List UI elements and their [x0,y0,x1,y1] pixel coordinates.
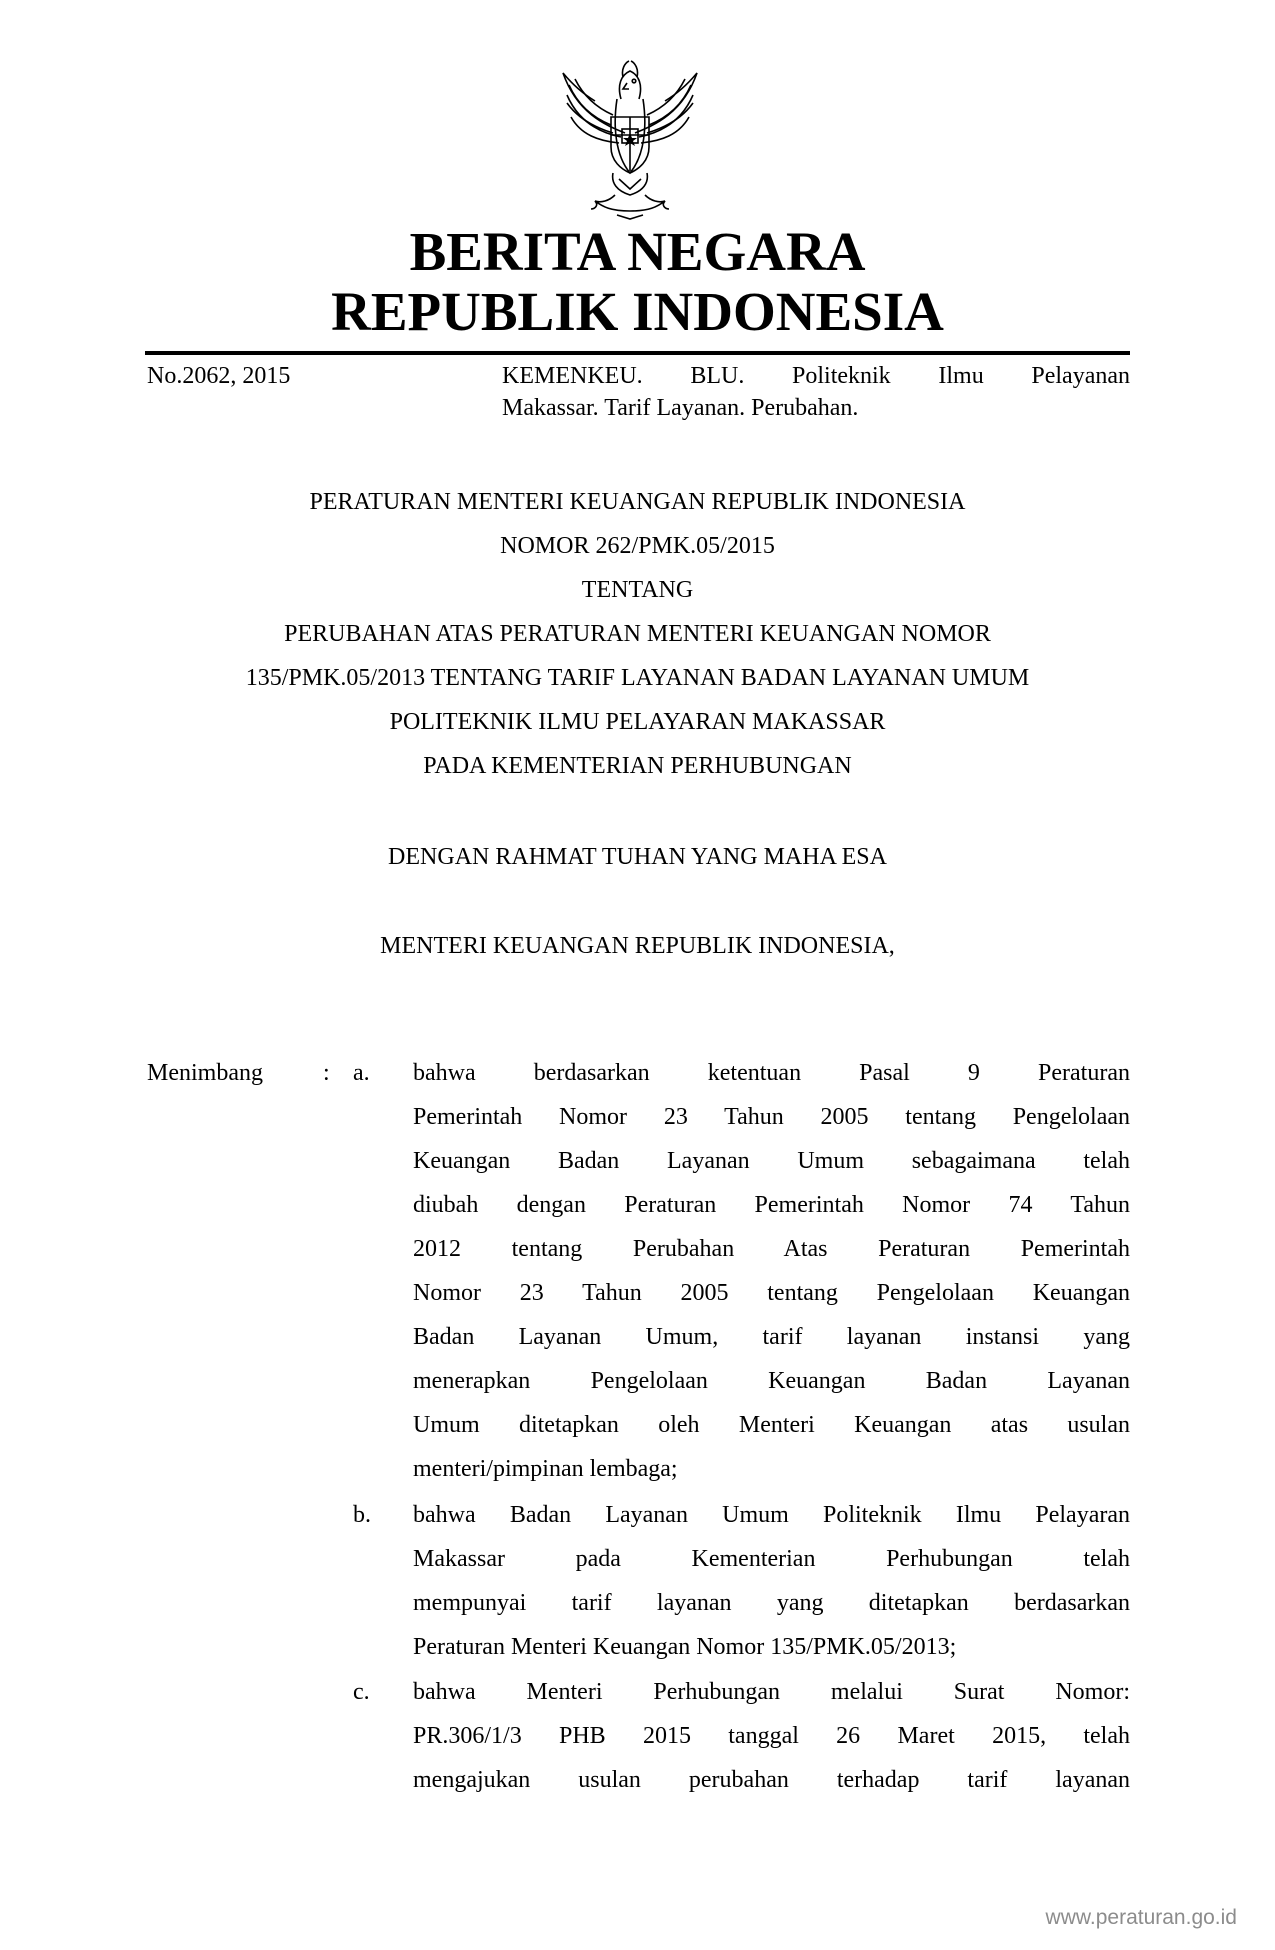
masthead-line-1: BERITA NEGARA [409,221,866,282]
menimbang-item-letter: b. [353,1502,371,1528]
text-line: diubah dengan Peraturan Pemerintah Nomor 74 Tahun [413,1192,1130,1218]
menimbang-item-a [413,1058,1130,1498]
issue-subject [502,360,1130,424]
text-line: 2012 tentang Perubahan Atas Peraturan Pemerintah [413,1236,1130,1262]
regulation-invocation: DENGAN RAHMAT TUHAN YANG MAHA ESA [388,844,887,870]
text-line: Keuangan Badan Layanan Umum sebagaimana telah [413,1148,1130,1174]
text-line: bahwa berdasarkan ketentuan Pasal 9 Peraturan [413,1060,1130,1086]
regulation-title: PERATURAN MENTERI KEUANGAN REPUBLIK INDONESIA [309,489,966,515]
menimbang-colon: : [323,1060,330,1086]
text-line: menerapkan Pengelolaan Keuangan Badan Layanan [413,1368,1130,1394]
text-line: Makassar pada Kementerian Perhubungan telah [413,1546,1130,1572]
regulation-about: TENTANG [581,577,694,603]
menimbang-item-letter: a. [353,1060,370,1086]
text-line: mempunyai tarif layanan yang ditetapkan berdasarkan [413,1590,1130,1616]
text-line: mengajukan usulan perubahan terhadap tarif layanan [413,1767,1130,1793]
text-line: menteri/pimpinan lembaga; [413,1456,678,1482]
text-line: Nomor 23 Tahun 2005 tentang Pengelolaan Keuangan [413,1280,1130,1306]
regulation-subject-line: PERUBAHAN ATAS PERATURAN MENTERI KEUANGAN NOMOR [284,621,991,647]
issue-subject-line-1: KEMENKEU. BLU. Politeknik Ilmu Pelayanan [502,363,1130,389]
menimbang-item-b [413,1500,1130,1676]
regulation-subject-line: 135/PMK.05/2013 TENTANG TARIF LAYANAN BADAN LAYANAN UMUM [245,665,1030,691]
text-line: Umum ditetapkan oleh Menteri Keuangan atas usulan [413,1412,1130,1438]
watermark-link[interactable]: www.peraturan.go.id [1045,1906,1237,1929]
issue-number: No.2062, 2015 [147,363,291,389]
menimbang-item-c [413,1677,1130,1809]
regulation-subject-line: PADA KEMENTERIAN PERHUBUNGAN [423,753,852,779]
text-line: Peraturan Menteri Keuangan Nomor 135/PMK.05/2013; [413,1634,957,1660]
regulation-subject-line: POLITEKNIK ILMU PELAYARAN MAKASSAR [389,709,886,735]
regulation-authority: MENTERI KEUANGAN REPUBLIK INDONESIA, [380,933,895,959]
menimbang-item-letter: c. [353,1679,370,1705]
text-line: bahwa Badan Layanan Umum Politeknik Ilmu Pelayaran [413,1502,1130,1528]
masthead-line-2: REPUBLIK INDONESIA [331,281,944,342]
menimbang-label: Menimbang [147,1060,263,1086]
text-line: Pemerintah Nomor 23 Tahun 2005 tentang Pengelolaan [413,1104,1130,1130]
regulation-number: NOMOR 262/PMK.05/2015 [500,533,775,559]
text-line: PR.306/1/3 PHB 2015 tanggal 26 Maret 2015, telah [413,1723,1130,1749]
text-line: bahwa Menteri Perhubungan melalui Surat Nomor: [413,1679,1130,1705]
garuda-pancasila-emblem [555,55,705,220]
masthead-divider [145,351,1130,355]
masthead [0,222,1275,342]
issue-subject-line-2: Makassar. Tarif Layanan. Perubahan. [502,395,859,421]
text-line: Badan Layanan Umum, tarif layanan instansi yang [413,1324,1130,1350]
